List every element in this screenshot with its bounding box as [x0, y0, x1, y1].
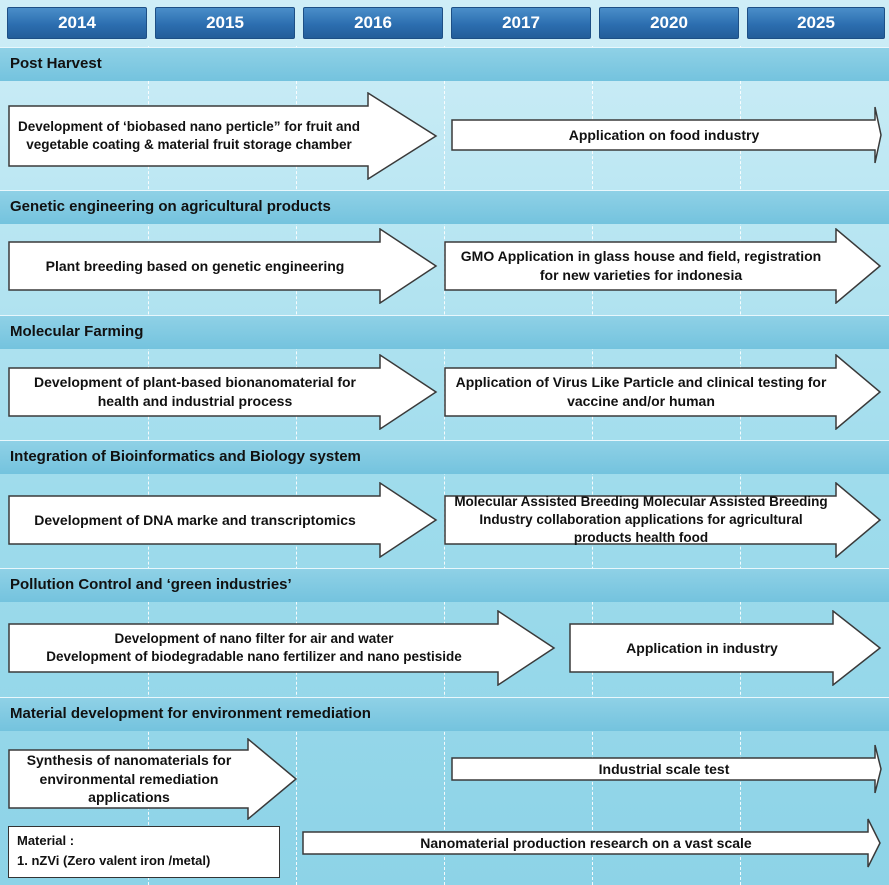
arrow-industrial-scale-test — [451, 744, 883, 794]
section-title: Molecular Farming — [10, 323, 144, 340]
arrow-label: Industrial scale test — [598, 760, 730, 777]
year-2015: 2015 — [155, 7, 295, 39]
arrow-synthesis-nanomaterials — [8, 738, 298, 820]
arrow-label: Development of DNA marke and transcriptomics — [34, 511, 356, 528]
arrow-label: Synthesis of nanomaterials for environmental remediation applications — [26, 751, 232, 806]
section-title: Material development for environment remediation — [10, 705, 371, 722]
arrow-gmo-application — [444, 228, 882, 304]
arrow-label: Development of ‘biobased nano perticle” for fruit and vegetable coating & material fruit storage chamber — [17, 118, 361, 152]
arrow-label: Molecular Assisted Breeding Molecular Assisted Breeding Industry collaboration applications for agricultural products health food — [454, 493, 828, 546]
arrow-label: Development of plant-based bionanomaterial for health and industrial process — [33, 374, 357, 409]
section-material-development — [0, 697, 889, 731]
year-2014: 2014 — [7, 7, 147, 39]
section-molecular-farming — [0, 315, 889, 349]
arrow-plant-breeding — [8, 228, 438, 304]
section-title: Genetic engineering on agricultural products — [10, 198, 331, 215]
material-label: Material : — [17, 833, 75, 848]
arrow-dna-marker — [8, 482, 438, 558]
arrow-nano-filter — [8, 610, 556, 686]
section-genetic-engineering — [0, 190, 889, 224]
arrow-label: Application of Virus Like Particle and clinical testing for vaccine and/or human — [455, 374, 827, 409]
year-2017: 2017 — [451, 7, 591, 39]
section-pollution-control — [0, 568, 889, 602]
arrow-biobased-nanoparticle — [8, 92, 438, 180]
year-2016: 2016 — [303, 7, 443, 39]
material-box — [8, 826, 280, 878]
section-title: Pollution Control and ‘green industries’ — [10, 576, 292, 593]
arrow-label: Application in industry — [626, 639, 778, 656]
arrow-label: GMO Application in glass house and field, registration for new varieties for indonesia — [460, 248, 822, 283]
arrow-vast-scale-production — [302, 818, 882, 868]
material-item: 1. nZVi (Zero valent iron /metal) — [17, 853, 211, 869]
year-2025: 2025 — [747, 7, 885, 39]
arrow-label: Development of nano filter for air and water Development of biodegradable nano fertilizer and nano pestiside — [46, 630, 462, 664]
arrow-label: Nanomaterial production research on a vast scale — [420, 834, 752, 851]
arrow-label: Application on food industry — [568, 126, 760, 143]
section-post-harvest — [0, 47, 889, 81]
arrow-label: Plant breeding based on genetic engineering — [45, 257, 345, 274]
section-bioinformatics — [0, 440, 889, 474]
section-title: Post Harvest — [10, 55, 102, 72]
arrow-application-industry — [569, 610, 882, 686]
section-title: Integration of Bioinformatics and Biology system — [10, 448, 361, 465]
arrow-food-industry — [451, 106, 883, 164]
arrow-virus-like-particle — [444, 354, 882, 430]
arrow-molecular-assisted-breeding — [444, 482, 882, 558]
year-2020: 2020 — [599, 7, 739, 39]
arrow-bionanomaterial — [8, 354, 438, 430]
